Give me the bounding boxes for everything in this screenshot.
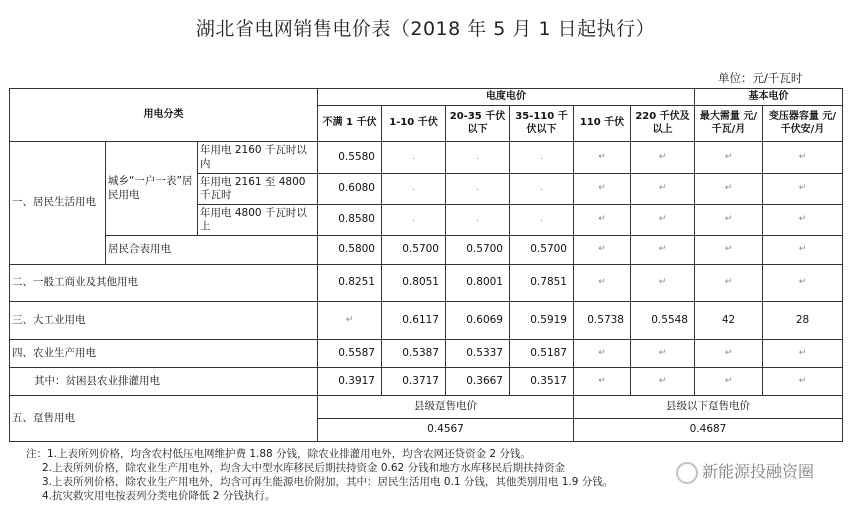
voltage-35-110-header: 35-110 千伏以下 (510, 106, 574, 142)
table-row: 居民合表用电 0.5800 0.5700 0.5700 0.5700 ↵ ↵ ↵ ↵ (10, 236, 843, 265)
tier1-label: 年用电 2160 千瓦时以内 (198, 142, 318, 174)
county-wholesale-price: 0.4567 (318, 419, 574, 442)
voltage-20-35-header: 20-35 千伏以下 (446, 106, 510, 142)
tier3-label: 年用电 4800 千瓦时以上 (198, 205, 318, 236)
table-row: 一、居民生活用电 城乡“一户一表”居民用电 年用电 2160 千瓦时以内 0.5580 . . . ↵ ↵ ↵ ↵ (10, 142, 843, 174)
voltage-220-header: 220 千伏及以上 (631, 106, 695, 142)
price-table (9, 88, 843, 442)
urban-rural-label: 城乡“一户一表”居民用电 (106, 142, 198, 236)
basic-price-header: 基本电价 (695, 89, 843, 106)
page-title: 湖北省电网销售电价表（2018 年 5 月 1 日起执行） (195, 18, 656, 40)
table-row: 二、一般工商业及其他用电 0.8251 0.8051 0.8001 0.7851 ↵ ↵ ↵ ↵ (10, 265, 843, 302)
wechat-logo-icon (676, 462, 698, 484)
residential-label: 一、居民生活用电 (10, 142, 106, 265)
footnote-4: 4.抗灾救灾用电按表列分类电价降低 2 分钱执行。 (42, 490, 276, 502)
voltage-110-header: 110 千伏 (574, 106, 631, 142)
tier2-price: 0.6080 (318, 174, 382, 205)
industrial-label: 三、大工业用电 (10, 302, 318, 340)
general-label: 二、一般工商业及其他用电 (10, 265, 318, 302)
voltage-lt1-header: 不满 1 千伏 (318, 106, 382, 142)
table-row: 年用电 4800 千瓦时以上 0.8580 . . . ↵ ↵ ↵ ↵ (10, 205, 843, 236)
transformer-capacity-header: 变压器容量 元/千伏安/月 (763, 106, 843, 142)
table-row: 四、农业生产用电 0.5587 0.5387 0.5337 0.5187 ↵ ↵ ↵ ↵ (10, 340, 843, 368)
below-county-wholesale-label: 县级以下趸售电价 (574, 396, 843, 419)
footnote-1: 注：1.上表所列价格，均含农村低压电网维护费 1.88 分钱，除农业排灌用电外，均含农网还贷资金 2 分钱。 (26, 448, 531, 460)
unit-label: 单位：元/千瓦时 (718, 71, 803, 85)
watermark-text: 新能源投融资圈 (702, 462, 815, 481)
table-row: 三、大工业用电 ↵ 0.6117 0.6069 0.5919 0.5738 0.5548 42 28 (10, 302, 843, 340)
table-row: 年用电 2161 至 4800 千瓦时 0.6080 . . . ↵ ↵ ↵ ↵ (10, 174, 843, 205)
category-header: 用电分类 (10, 89, 318, 142)
watermark (676, 459, 814, 484)
agriculture-label: 四、农业生产用电 (10, 340, 318, 368)
tier2-label: 年用电 2161 至 4800 千瓦时 (198, 174, 318, 205)
voltage-1-10-header: 1-10 千伏 (382, 106, 446, 142)
footnote-3: 3.上表所列价格，除农业生产用电外，均含可再生能源电价附加，其中：居民生活用电 0.1 分钱，其他类别用电 1.9 分钱。 (42, 476, 614, 488)
below-county-wholesale-price: 0.4687 (574, 419, 843, 442)
shared-meter-label: 居民合表用电 (106, 236, 318, 265)
table-row: 其中：贫困县农业排灌用电 0.3917 0.3717 0.3667 0.3517 ↵ ↵ ↵ ↵ (10, 368, 843, 396)
county-wholesale-label: 县级趸售电价 (318, 396, 574, 419)
wholesale-label: 五、趸售用电 (10, 396, 318, 442)
tier1-price: 0.5580 (318, 142, 382, 174)
footnote-2: 2.上表所列价格，除农业生产用电外，均含大中型水库移民后期扶持资金 0.62 分钱和地方水库移民后期扶持资金 (42, 462, 566, 474)
max-demand-header: 最大需量 元/千瓦/月 (695, 106, 763, 142)
tier3-price: 0.8580 (318, 205, 382, 236)
table-row (10, 396, 843, 419)
poverty-irrigation-label: 其中：贫困县农业排灌用电 (10, 368, 318, 396)
energy-price-header: 电度电价 (318, 89, 695, 106)
